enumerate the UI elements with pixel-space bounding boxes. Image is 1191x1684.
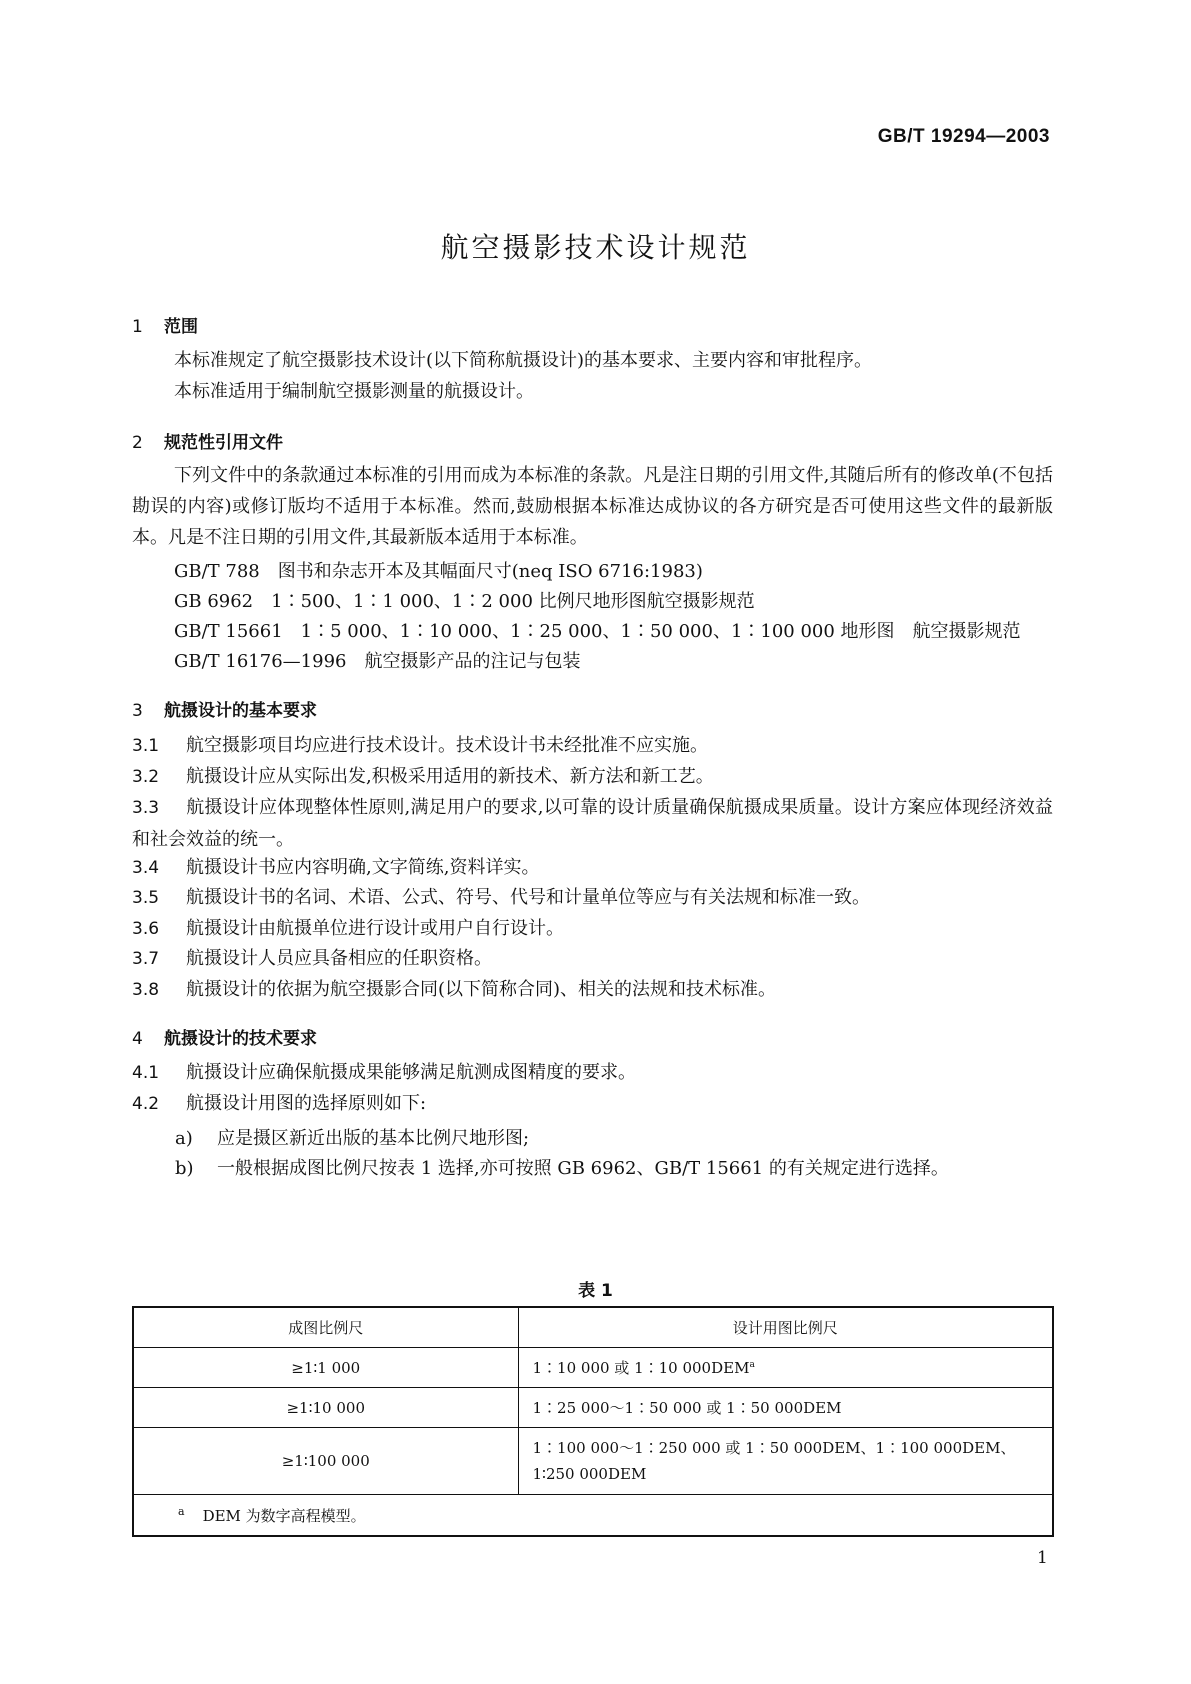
table-footnote	[133, 1495, 1053, 1537]
clause-text: 航摄设计书的名词、术语、公式、符号、代号和计量单位等应与有关法规和标准一致。	[186, 887, 870, 908]
clause-text: 航摄设计用图的选择原则如下:	[186, 1093, 427, 1114]
table-row	[133, 1428, 1053, 1495]
table-footnote-row	[133, 1495, 1053, 1537]
clause	[132, 975, 1053, 1005]
reference-item: GB/T 788 图书和杂志开本及其幅面尺寸(neq ISO 6716:1983)	[174, 561, 703, 582]
table-cell	[518, 1428, 1053, 1495]
cell-text-line: 1∶250 000DEM	[532, 1465, 647, 1483]
section-title: 航摄设计的基本要求	[164, 701, 317, 721]
item-text: 一般根据成图比例尺按表 1 选择,亦可按照 GB 6962、GB/T 15661 的有关规定进行选择。	[217, 1158, 949, 1179]
clause-text: 航摄设计应体现整体性原则,满足用户的要求,以可靠的设计质量确保航摄成果质量。设计方案应体现经济效益和社会效益的统一。	[132, 797, 1053, 850]
clause-text: 航空摄影项目均应进行技术设计。技术设计书未经批准不应实施。	[186, 735, 708, 756]
clause	[132, 853, 1053, 883]
reference-item: GB 6962 1∶500、1∶1 000、1∶2 000 比例尺地形图航空摄影规范	[174, 591, 755, 612]
clause	[132, 1089, 1053, 1119]
section-number: 2	[132, 433, 143, 453]
item-text: 应是摄区新近出版的基本比例尺地形图;	[217, 1128, 530, 1149]
clause	[132, 883, 1053, 913]
table-cell	[518, 1348, 1053, 1388]
list-item	[175, 1154, 949, 1180]
section-4-heading	[132, 1024, 317, 1049]
clause-text: 航摄设计应从实际出发,积极采用适用的新技术、新方法和新工艺。	[186, 766, 714, 787]
table-row	[133, 1348, 1053, 1388]
clause-number: 3.3	[132, 798, 160, 818]
table-cell: ≥1∶10 000	[133, 1388, 518, 1428]
clause	[132, 792, 1053, 855]
section-3-heading	[132, 696, 317, 721]
footnote-mark: a	[749, 1360, 755, 1370]
table-cell: 1∶25 000～1∶50 000 或 1∶50 000DEM	[518, 1388, 1053, 1428]
clause-text: 航摄设计人员应具备相应的任职资格。	[186, 948, 492, 969]
clause-number: 3.7	[132, 949, 160, 969]
section-title: 航摄设计的技术要求	[164, 1029, 317, 1049]
clause-text: 航摄设计的依据为航空摄影合同(以下简称合同)、相关的法规和技术标准。	[186, 979, 777, 1000]
clause	[132, 914, 1053, 944]
section-title: 范围	[164, 317, 198, 337]
table-header-cell: 成图比例尺	[133, 1307, 518, 1348]
clause-text: 航摄设计由航摄单位进行设计或用户自行设计。	[186, 918, 564, 939]
table-header-cell: 设计用图比例尺	[518, 1307, 1053, 1348]
table-cell: ≥1∶100 000	[133, 1428, 518, 1495]
table-caption: 表 1	[578, 1281, 613, 1301]
list-item	[175, 1124, 529, 1150]
section-2-paragraph: 下列文件中的条款通过本标准的引用而成为本标准的条款。凡是注日期的引用文件,其随后所有的修改单(不包括勘误的内容)或修订版均不适用于本标准。然而,鼓励根据本标准达成协议的各方研究是否可使用这些文件的最新版本。凡是不注日期的引用文件,其最新版本适用于本标准。	[132, 465, 1053, 548]
section-title: 规范性引用文件	[164, 433, 283, 453]
clause	[132, 944, 1053, 974]
clause	[132, 1058, 1053, 1088]
section-2-heading	[132, 428, 283, 453]
clause-number: 3.1	[132, 736, 160, 756]
clause-number: 4.1	[132, 1063, 160, 1083]
reference-item: GB/T 16176—1996 航空摄影产品的注记与包装	[174, 651, 581, 672]
clause	[132, 762, 1053, 792]
scale-table	[132, 1306, 1054, 1537]
cell-text: 1∶10 000 或 1∶10 000DEM	[532, 1359, 750, 1377]
clause-text: 航摄设计书应内容明确,文字简练,资料详实。	[186, 857, 540, 878]
clause-number: 3.8	[132, 980, 160, 1000]
reference-item: GB/T 15661 1∶5 000、1∶10 000、1∶25 000、1∶50 000、1∶100 000 地形图 航空摄影规范	[174, 621, 1021, 642]
clause-number: 3.4	[132, 858, 160, 878]
table-cell: ≥1∶1 000	[133, 1348, 518, 1388]
clause	[132, 731, 1053, 761]
standard-number: GB/T 19294—2003	[877, 126, 1050, 147]
clause-text: 航摄设计应确保航摄成果能够满足航测成图精度的要求。	[186, 1062, 636, 1083]
footnote-mark: a	[178, 1504, 185, 1518]
clause-number: 3.2	[132, 767, 160, 787]
item-label: b)	[175, 1158, 194, 1179]
table-row	[133, 1388, 1053, 1428]
section-1-paragraph-1: 本标准规定了航空摄影技术设计(以下简称航摄设计)的基本要求、主要内容和审批程序。	[174, 350, 873, 371]
section-1-paragraph-2: 本标准适用于编制航空摄影测量的航摄设计。	[174, 381, 534, 402]
page-number: 1	[1037, 1548, 1048, 1568]
clause-number: 3.6	[132, 919, 160, 939]
clause-number: 3.5	[132, 888, 160, 908]
section-number: 4	[132, 1029, 143, 1049]
footnote-text: DEM 为数字高程模型。	[202, 1506, 366, 1525]
clause-number: 4.2	[132, 1094, 160, 1114]
section-number: 1	[132, 317, 143, 337]
section-number: 3	[132, 701, 143, 721]
page-title: 航空摄影技术设计规范	[440, 231, 751, 264]
section-1-heading	[132, 312, 198, 337]
item-label: a)	[175, 1128, 193, 1149]
cell-text-line: 1∶100 000～1∶250 000 或 1∶50 000DEM、1∶100 000DEM、	[532, 1439, 1016, 1457]
